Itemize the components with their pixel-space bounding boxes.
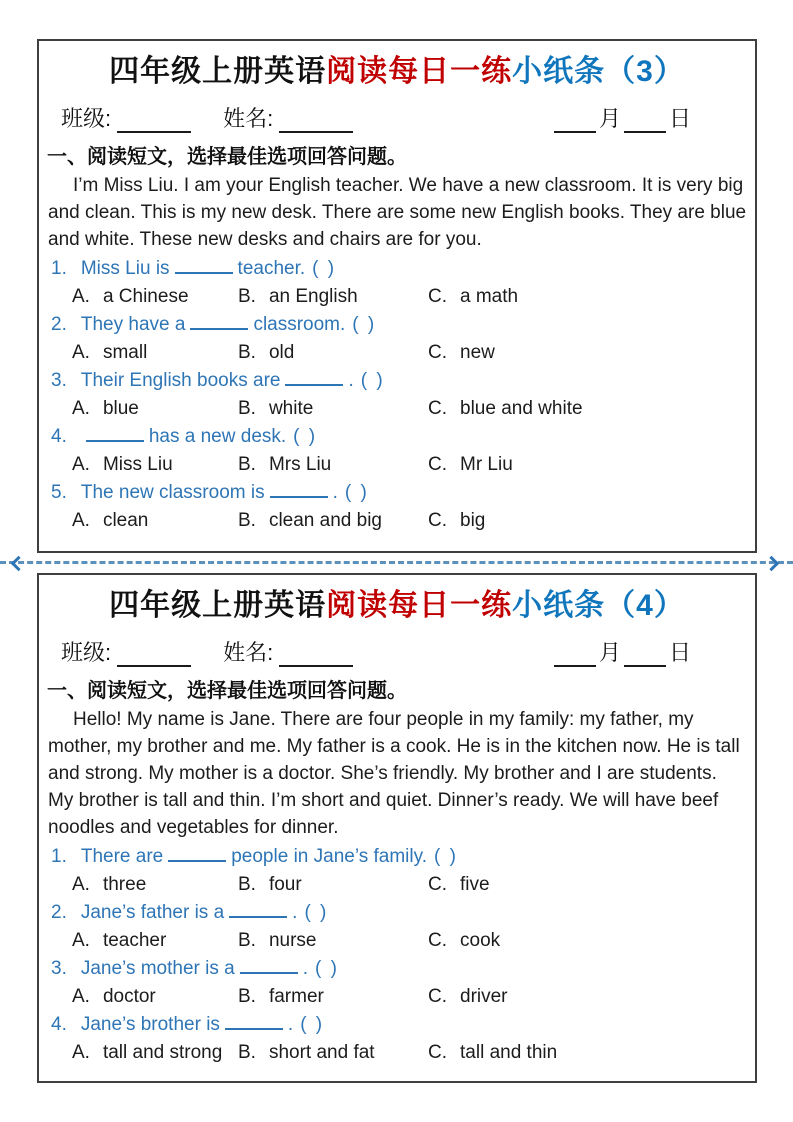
option-c-text: big (460, 509, 486, 531)
answer-bracket: ( ) (352, 313, 377, 335)
right-arrow-icon (764, 556, 780, 572)
options-row (72, 871, 747, 899)
student-info-row (61, 102, 691, 133)
option-c-label: C. (428, 509, 447, 531)
student-info-row (61, 636, 691, 667)
option-c (428, 983, 747, 1011)
question-number: 2. (51, 313, 67, 335)
question-text-after: . (302, 957, 308, 979)
option-b-text: white (268, 397, 314, 419)
title-note-part: 小纸条（3） (512, 55, 685, 88)
option-a (72, 283, 238, 311)
question-text-before: Jane’s brother is (80, 1013, 220, 1035)
question-text-before: There are (80, 845, 164, 867)
option-a-text: teacher (102, 929, 167, 951)
option-b (238, 451, 428, 479)
title-grade-part: 四年级上册英语 (109, 55, 327, 88)
option-b-label: B. (238, 929, 256, 951)
question-number: 1. (51, 257, 67, 279)
question-blank (285, 370, 343, 386)
option-b-text: farmer (268, 985, 324, 1007)
class-label: 班级: (61, 105, 112, 131)
option-b-text: an English (268, 285, 358, 307)
option-a-label: A. (72, 985, 90, 1007)
question-text-before: Jane’s father is a (80, 901, 225, 923)
option-c (428, 507, 747, 535)
date-fields (551, 636, 691, 667)
date-fields (551, 102, 691, 133)
option-c-text: Mr Liu (460, 453, 513, 475)
question-number: 4. (51, 425, 67, 447)
option-b-label: B. (238, 1041, 256, 1063)
option-c-label: C. (428, 873, 447, 895)
question-line (51, 955, 755, 983)
question-blank (270, 482, 328, 498)
option-c-text: new (460, 341, 495, 363)
option-b (238, 983, 428, 1011)
option-b-text: nurse (268, 929, 317, 951)
options-row (72, 395, 747, 423)
option-c (428, 451, 747, 479)
question-text-before: Their English books are (80, 369, 281, 391)
question-blank (225, 1014, 283, 1030)
day-blank (624, 113, 666, 133)
page-title (39, 52, 755, 93)
option-b (238, 395, 428, 423)
page-title (39, 586, 755, 627)
question-line (51, 255, 755, 283)
worksheet-4 (37, 573, 757, 1083)
section-heading: 一、阅读短文，选择最佳选项回答问题。 (47, 145, 407, 168)
option-a-label: A. (72, 1041, 90, 1063)
options-row (72, 507, 747, 535)
option-b-text: short and fat (268, 1041, 375, 1063)
option-b (238, 283, 428, 311)
option-c-label: C. (428, 1041, 447, 1063)
dashed-cut-line (0, 561, 793, 564)
question-text-after: teacher. (237, 257, 306, 279)
option-b-label: B. (238, 985, 256, 1007)
option-b-text: clean and big (268, 509, 382, 531)
option-a-text: tall and strong (102, 1041, 223, 1063)
option-a-text: clean (102, 509, 149, 531)
option-b-label: B. (238, 453, 256, 475)
question-line (51, 479, 755, 507)
option-c (428, 927, 747, 955)
question-text-after: . (332, 481, 338, 503)
day-label: 日 (668, 639, 691, 665)
option-a-label: A. (72, 929, 90, 951)
option-a-text: doctor (102, 985, 156, 1007)
option-a (72, 871, 238, 899)
option-c-text: cook (460, 929, 501, 951)
option-c (428, 1039, 747, 1067)
reading-passage: Hello! My name is Jane. There are four people in my family: my father, my mother, my brother and me. My father is a cook. He is in the kitchen now. He is tall and strong. My mother is a doctor. She’s friendly. My brother and I are students. My brother is tall and thin. I’m short and quiet. Dinner’s ready. We will have beef noodles and vegetables for dinner. (48, 708, 740, 838)
question-number: 3. (51, 369, 67, 391)
option-c (428, 283, 747, 311)
answer-bracket: ( ) (293, 425, 318, 447)
option-c (428, 339, 747, 367)
options-row (72, 1039, 747, 1067)
answer-bracket: ( ) (312, 257, 337, 279)
option-c-label: C. (428, 985, 447, 1007)
option-b-label: B. (238, 509, 256, 531)
question-text-after: people in Jane’s family. (231, 845, 427, 867)
option-b-label: B. (238, 397, 256, 419)
title-grade-part: 四年级上册英语 (109, 589, 327, 622)
option-c-text: driver (460, 985, 508, 1007)
class-name-fields (61, 102, 551, 133)
option-a-label: A. (72, 509, 90, 531)
month-blank (554, 647, 596, 667)
option-c-label: C. (428, 453, 447, 475)
option-c (428, 395, 747, 423)
option-c-label: C. (428, 341, 447, 363)
question-text-before: The new classroom is (80, 481, 265, 503)
option-c-label: C. (428, 397, 447, 419)
answer-bracket: ( ) (300, 1013, 325, 1035)
question-text-after: . (348, 369, 354, 391)
question-text-after: has a new desk. (148, 425, 287, 447)
question-blank (86, 426, 144, 442)
option-c-text: tall and thin (460, 1041, 558, 1063)
answer-bracket: ( ) (344, 481, 369, 503)
question-line (51, 423, 755, 451)
option-a-label: A. (72, 285, 90, 307)
option-a-text: a Chinese (102, 285, 189, 307)
option-b-text: four (268, 873, 302, 895)
worksheet-3 (37, 39, 757, 553)
answer-bracket: ( ) (433, 845, 458, 867)
name-label: 姓名: (223, 105, 274, 131)
options-row (72, 451, 747, 479)
option-a (72, 1039, 238, 1067)
reading-passage: I’m Miss Liu. I am your English teacher. We have a new classroom. It is very big and clean. This is my new desk. There are some new English books. They are blue and white. These new desks and chairs are for you. (48, 174, 747, 250)
class-blank (117, 647, 191, 667)
answer-bracket: ( ) (360, 369, 385, 391)
option-a (72, 983, 238, 1011)
question-text-after: classroom. (253, 313, 346, 335)
option-a-label: A. (72, 453, 90, 475)
question-blank (168, 846, 226, 862)
option-a-text: small (102, 341, 148, 363)
class-label: 班级: (61, 639, 112, 665)
option-b (238, 871, 428, 899)
cut-divider (0, 555, 793, 571)
question-text-after: . (287, 1013, 294, 1035)
option-b-label: B. (238, 285, 256, 307)
option-a (72, 927, 238, 955)
question-number: 3. (51, 957, 67, 979)
answer-bracket: ( ) (304, 901, 329, 923)
question-line (51, 843, 755, 871)
title-practice-part: 阅读每日一练 (326, 55, 513, 88)
option-a (72, 507, 238, 535)
question-number: 2. (51, 901, 67, 923)
question-blank (190, 314, 248, 330)
question-number: 4. (51, 1013, 67, 1035)
option-b (238, 927, 428, 955)
option-b (238, 1039, 428, 1067)
question-line (51, 311, 755, 339)
option-a-text: blue (102, 397, 139, 419)
day-label: 日 (668, 105, 691, 131)
answer-bracket: ( ) (314, 957, 339, 979)
question-number: 5. (51, 481, 67, 503)
option-a-text: three (102, 873, 147, 895)
month-blank (554, 113, 596, 133)
month-label: 月 (598, 105, 621, 131)
option-a (72, 339, 238, 367)
name-blank (279, 647, 353, 667)
options-row (72, 283, 747, 311)
option-c-label: C. (428, 285, 447, 307)
question-text-before: They have a (80, 313, 186, 335)
option-c-label: C. (428, 929, 447, 951)
name-label: 姓名: (223, 639, 274, 665)
question-text-after: . (292, 901, 298, 923)
options-row (72, 339, 747, 367)
option-b-text: old (268, 341, 295, 363)
option-a-label: A. (72, 397, 90, 419)
question-line (51, 1011, 755, 1039)
left-arrow-icon (11, 556, 27, 572)
class-name-fields (61, 636, 551, 667)
title-note-part: 小纸条（4） (512, 589, 685, 622)
month-label: 月 (598, 639, 621, 665)
question-text-before: Jane’s mother is a (80, 957, 235, 979)
class-blank (117, 113, 191, 133)
option-a-label: A. (72, 341, 90, 363)
question-text-before: Miss Liu is (80, 257, 170, 279)
option-c-text: five (460, 873, 490, 895)
name-blank (279, 113, 353, 133)
option-a-text: Miss Liu (102, 453, 173, 475)
question-blank (229, 902, 287, 918)
question-line (51, 899, 755, 927)
question-blank (175, 258, 233, 274)
option-c-text: a math (460, 285, 519, 307)
question-line (51, 367, 755, 395)
title-practice-part: 阅读每日一练 (326, 589, 513, 622)
question-blank (240, 958, 298, 974)
option-a-label: A. (72, 873, 90, 895)
option-b-label: B. (238, 341, 256, 363)
option-b-label: B. (238, 873, 256, 895)
option-b-text: Mrs Liu (268, 453, 332, 475)
section-heading: 一、阅读短文，选择最佳选项回答问题。 (47, 679, 407, 702)
question-number: 1. (51, 845, 67, 867)
option-c (428, 871, 747, 899)
options-row (72, 927, 747, 955)
option-a (72, 451, 238, 479)
option-a (72, 395, 238, 423)
option-b (238, 507, 428, 535)
options-row (72, 983, 747, 1011)
day-blank (624, 647, 666, 667)
option-b (238, 339, 428, 367)
option-c-text: blue and white (460, 397, 583, 419)
